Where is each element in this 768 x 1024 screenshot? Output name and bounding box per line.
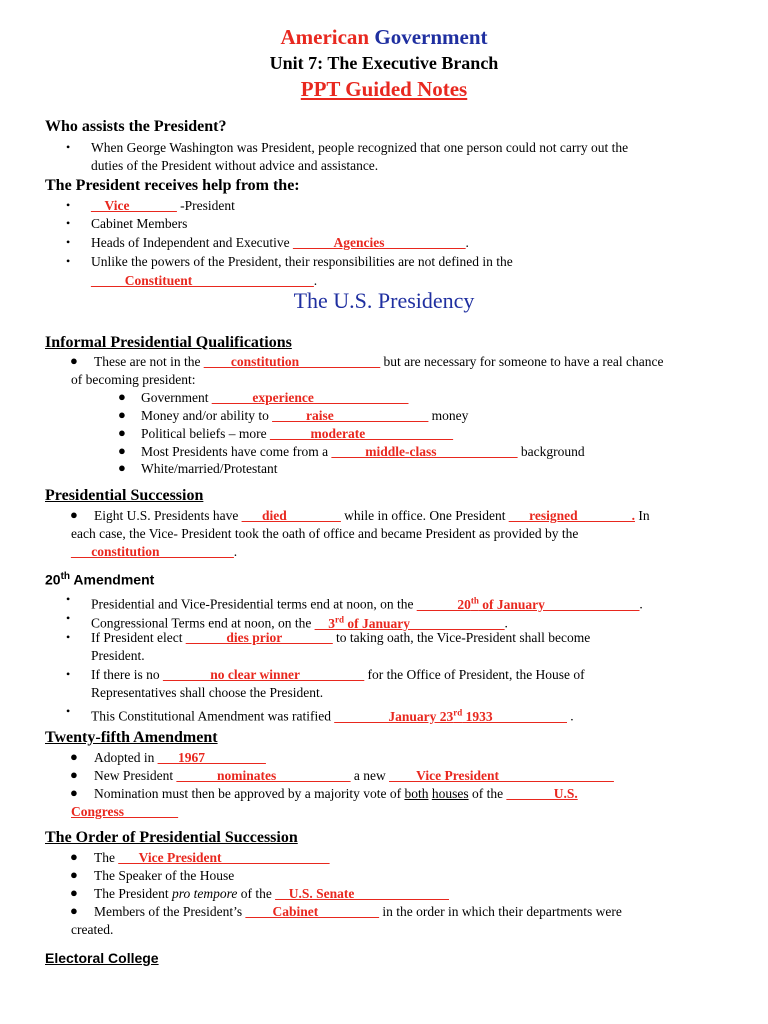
order-the: The: [94, 850, 119, 865]
answer-us-senate: __U.S. Senate______________: [275, 886, 449, 901]
order-cabinet: [94, 903, 622, 921]
amend25-approval: [94, 785, 578, 803]
nominates-text: New President: [94, 768, 177, 783]
amend20-elect-l2: President.: [91, 648, 145, 663]
ans-3-sup: rd: [335, 614, 345, 624]
qual-political: [141, 425, 453, 443]
answer-no-clear-winner: _______no clear winner________ _: [162, 667, 365, 682]
help-item-vice: [91, 197, 235, 215]
approval-post: of the: [468, 786, 507, 801]
heads-post: .: [465, 235, 469, 250]
background-text: Most Presidents have come from a: [141, 444, 332, 459]
background-post: background: [517, 444, 585, 459]
bullet-icon: ●: [118, 389, 126, 404]
bullet-icon: ●: [70, 749, 78, 764]
unlike-line: Unlike the powers of the President, their responsibilities are not defined in the: [91, 254, 513, 269]
winner-post: for the Office of President, the House of: [364, 667, 585, 682]
heading-order-of-succession: The Order of Presidential Succession: [45, 829, 298, 846]
ans-20-a: ______20: [416, 596, 471, 612]
bullet-icon: ●: [70, 867, 78, 882]
political-text: Political beliefs – more: [141, 426, 270, 441]
bullet-icon: •: [66, 592, 71, 606]
cabinet-post: in the order in which their departments were: [379, 904, 622, 919]
answer-us: _______U.S.: [506, 786, 578, 801]
word-houses: houses: [431, 786, 469, 801]
amend25-adopted: [94, 749, 266, 767]
money-text: Money and/or ability to: [141, 408, 273, 423]
bullet-icon: •: [66, 140, 71, 154]
answer-congress: Congress________: [71, 804, 179, 819]
order-speaker: The Speaker of the House: [94, 868, 235, 883]
qual-money: [141, 407, 468, 425]
heading-informal-qualifications: Informal Presidential Qualifications: [45, 334, 292, 351]
answer-raise: _____raise______________: [272, 408, 429, 423]
bullet-icon: ●: [70, 767, 78, 782]
congress-text: Congressional Terms end at noon, on the: [91, 615, 315, 631]
informal-text: These are not in the: [94, 354, 204, 369]
order-cabinet-l2: created.: [71, 922, 114, 937]
presidency-title: The U.S. Presidency: [293, 288, 475, 313]
amend20-winner-l2: Representatives shall choose the President.: [91, 685, 324, 700]
answer-vice: __Vice_______: [91, 198, 177, 213]
informal-line-1: [94, 353, 663, 371]
qual-background: [141, 443, 585, 461]
answer-january-1933: [334, 709, 567, 724]
amend25-approval-l2: [71, 803, 178, 821]
congress-post: .: [504, 615, 508, 631]
answer-resigned: ___resigned________.: [508, 508, 635, 523]
unit-title: Unit 7: The Executive Branch: [269, 53, 499, 73]
ratified-text: This Constitutional Amendment was ratified: [91, 708, 335, 724]
bullet-icon: ●: [118, 460, 126, 475]
heading-25th-amendment: Twenty-fifth Amendment: [45, 729, 218, 746]
bullet-icon: ●: [70, 507, 78, 522]
terms-text: Presidential and Vice-Presidential terms end at noon, on the: [91, 596, 417, 612]
approval-text: Nomination must then be approved by a majority vote of: [94, 786, 405, 801]
amend20-elect: [91, 629, 590, 647]
cabinet-text: Members of the President’s: [94, 904, 246, 919]
order-vice: [94, 849, 329, 867]
answer-constitution: ____constitution____________: [203, 354, 381, 369]
bullet-icon: •: [66, 254, 71, 268]
adopted-text: Adopted in: [94, 750, 158, 765]
bullet-icon: •: [66, 704, 71, 718]
bullet-icon: •: [66, 235, 71, 249]
bullet-icon: ●: [70, 903, 78, 918]
ans-20-sup: th: [470, 595, 479, 605]
ans-3-a: __3: [314, 615, 336, 631]
document-title: [0, 25, 768, 50]
amend25-nominates: [94, 767, 614, 785]
elect-text: If President elect: [91, 630, 186, 645]
succession-mid: while in office. One President: [340, 508, 509, 523]
heading-20-num: 20: [45, 571, 61, 588]
qual-government: [141, 389, 408, 407]
pro-tempore-text: The President: [94, 886, 172, 901]
answer-constituent: _____Constituent__________________: [91, 273, 314, 288]
word-both: both: [404, 786, 429, 801]
terms-post: .: [639, 596, 643, 612]
ans-jan-sup: rd: [453, 707, 463, 717]
bullet-icon: •: [66, 216, 71, 230]
ratified-post: .: [566, 708, 574, 724]
heading-receives-help: The President receives help from the:: [45, 177, 300, 194]
succession-line-2: each case, the Vice- President took the oath of office and became President as provided by the: [71, 526, 579, 541]
answer-middle-class: _____middle-class____________: [331, 444, 518, 459]
answer-constitution-2: ___constitution___________: [71, 544, 234, 559]
constituent-post: .: [313, 273, 318, 288]
washington-line-2: duties of the President without advice and assistance.: [91, 158, 379, 173]
succession-post: In: [635, 508, 650, 523]
answer-1967: ___1967_________: [157, 750, 266, 765]
pro-tempore-italic: pro tempore: [171, 886, 238, 901]
answer-nominates: ______nominates___________: [176, 768, 351, 783]
winner-text: If there is no: [91, 667, 163, 682]
heading-electoral-college: Electoral College: [45, 950, 159, 966]
answer-died: ___died________: [241, 508, 341, 523]
informal-line-2: of becoming president:: [71, 372, 196, 387]
bullet-icon: ●: [118, 425, 126, 440]
bullet-icon: •: [66, 611, 71, 625]
bullet-icon: •: [66, 198, 71, 212]
amend20-ratified: [91, 703, 574, 726]
bullet-icon: ●: [70, 885, 78, 900]
help-item-cabinet: Cabinet Members: [91, 216, 188, 231]
order-pro-tempore: [94, 885, 449, 903]
washington-line-1: When George Washington was President, people recognized that one person could not carry out the: [91, 140, 629, 155]
title-government: Government: [374, 25, 488, 49]
amend20-winner: [91, 666, 585, 684]
bullet-icon: •: [66, 667, 71, 681]
pro-tempore-mid: of the: [237, 886, 276, 901]
bullet-icon: •: [66, 630, 71, 644]
answer-experience: ______experience______________: [211, 390, 409, 405]
nominates-mid: a new: [350, 768, 390, 783]
ans-jan-a: ________January 23: [334, 708, 454, 724]
answer-agencies: ______Agencies____________: [293, 235, 466, 250]
ans-3-b: of January______________: [344, 615, 505, 631]
answer-vice-president: ____Vice President_________________: [389, 768, 614, 783]
guided-notes-title: PPT Guided Notes: [300, 77, 468, 101]
title-american: American: [280, 25, 370, 49]
heading-20-rest: Amendment: [70, 571, 155, 588]
answer-moderate: ______moderate_____________: [269, 426, 453, 441]
succession-text: Eight U.S. Presidents have: [94, 508, 242, 523]
ans-20-b: of January______________: [478, 596, 640, 612]
heading-who-assists: Who assists the President?: [45, 118, 227, 135]
bullet-icon: ●: [118, 443, 126, 458]
government-text: Government: [141, 390, 212, 405]
vice-suffix: -President: [176, 198, 235, 213]
succession-line-3: [71, 543, 237, 561]
bullet-icon: ●: [70, 849, 78, 864]
heading-presidential-succession: Presidential Succession: [45, 487, 204, 504]
qual-white: White/married/Protestant: [141, 461, 278, 476]
help-item-heads: [91, 234, 469, 252]
bullet-icon: ●: [70, 785, 78, 800]
succession-l3-post: .: [233, 544, 238, 559]
heading-20-sup: th: [60, 571, 71, 582]
answer-vice-president-2: ___Vice President________________: [118, 850, 330, 865]
answer-cabinet: ____Cabinet_________: [245, 904, 379, 919]
informal-post: but are necessary for someone to have a real chance: [380, 354, 664, 369]
bullet-icon: ●: [70, 353, 78, 368]
succession-line-1: [94, 507, 650, 525]
answer-dies-prior: ______dies prior _______: [185, 630, 333, 645]
bullet-icon: ●: [118, 407, 126, 422]
heading-20th-amendment: [45, 571, 154, 588]
money-post: money: [428, 408, 469, 423]
heads-text: Heads of Independent and Executive: [91, 235, 294, 250]
elect-post: to taking oath, the Vice-President shall become: [332, 630, 591, 645]
ans-jan-b: 1933___________: [462, 708, 567, 724]
